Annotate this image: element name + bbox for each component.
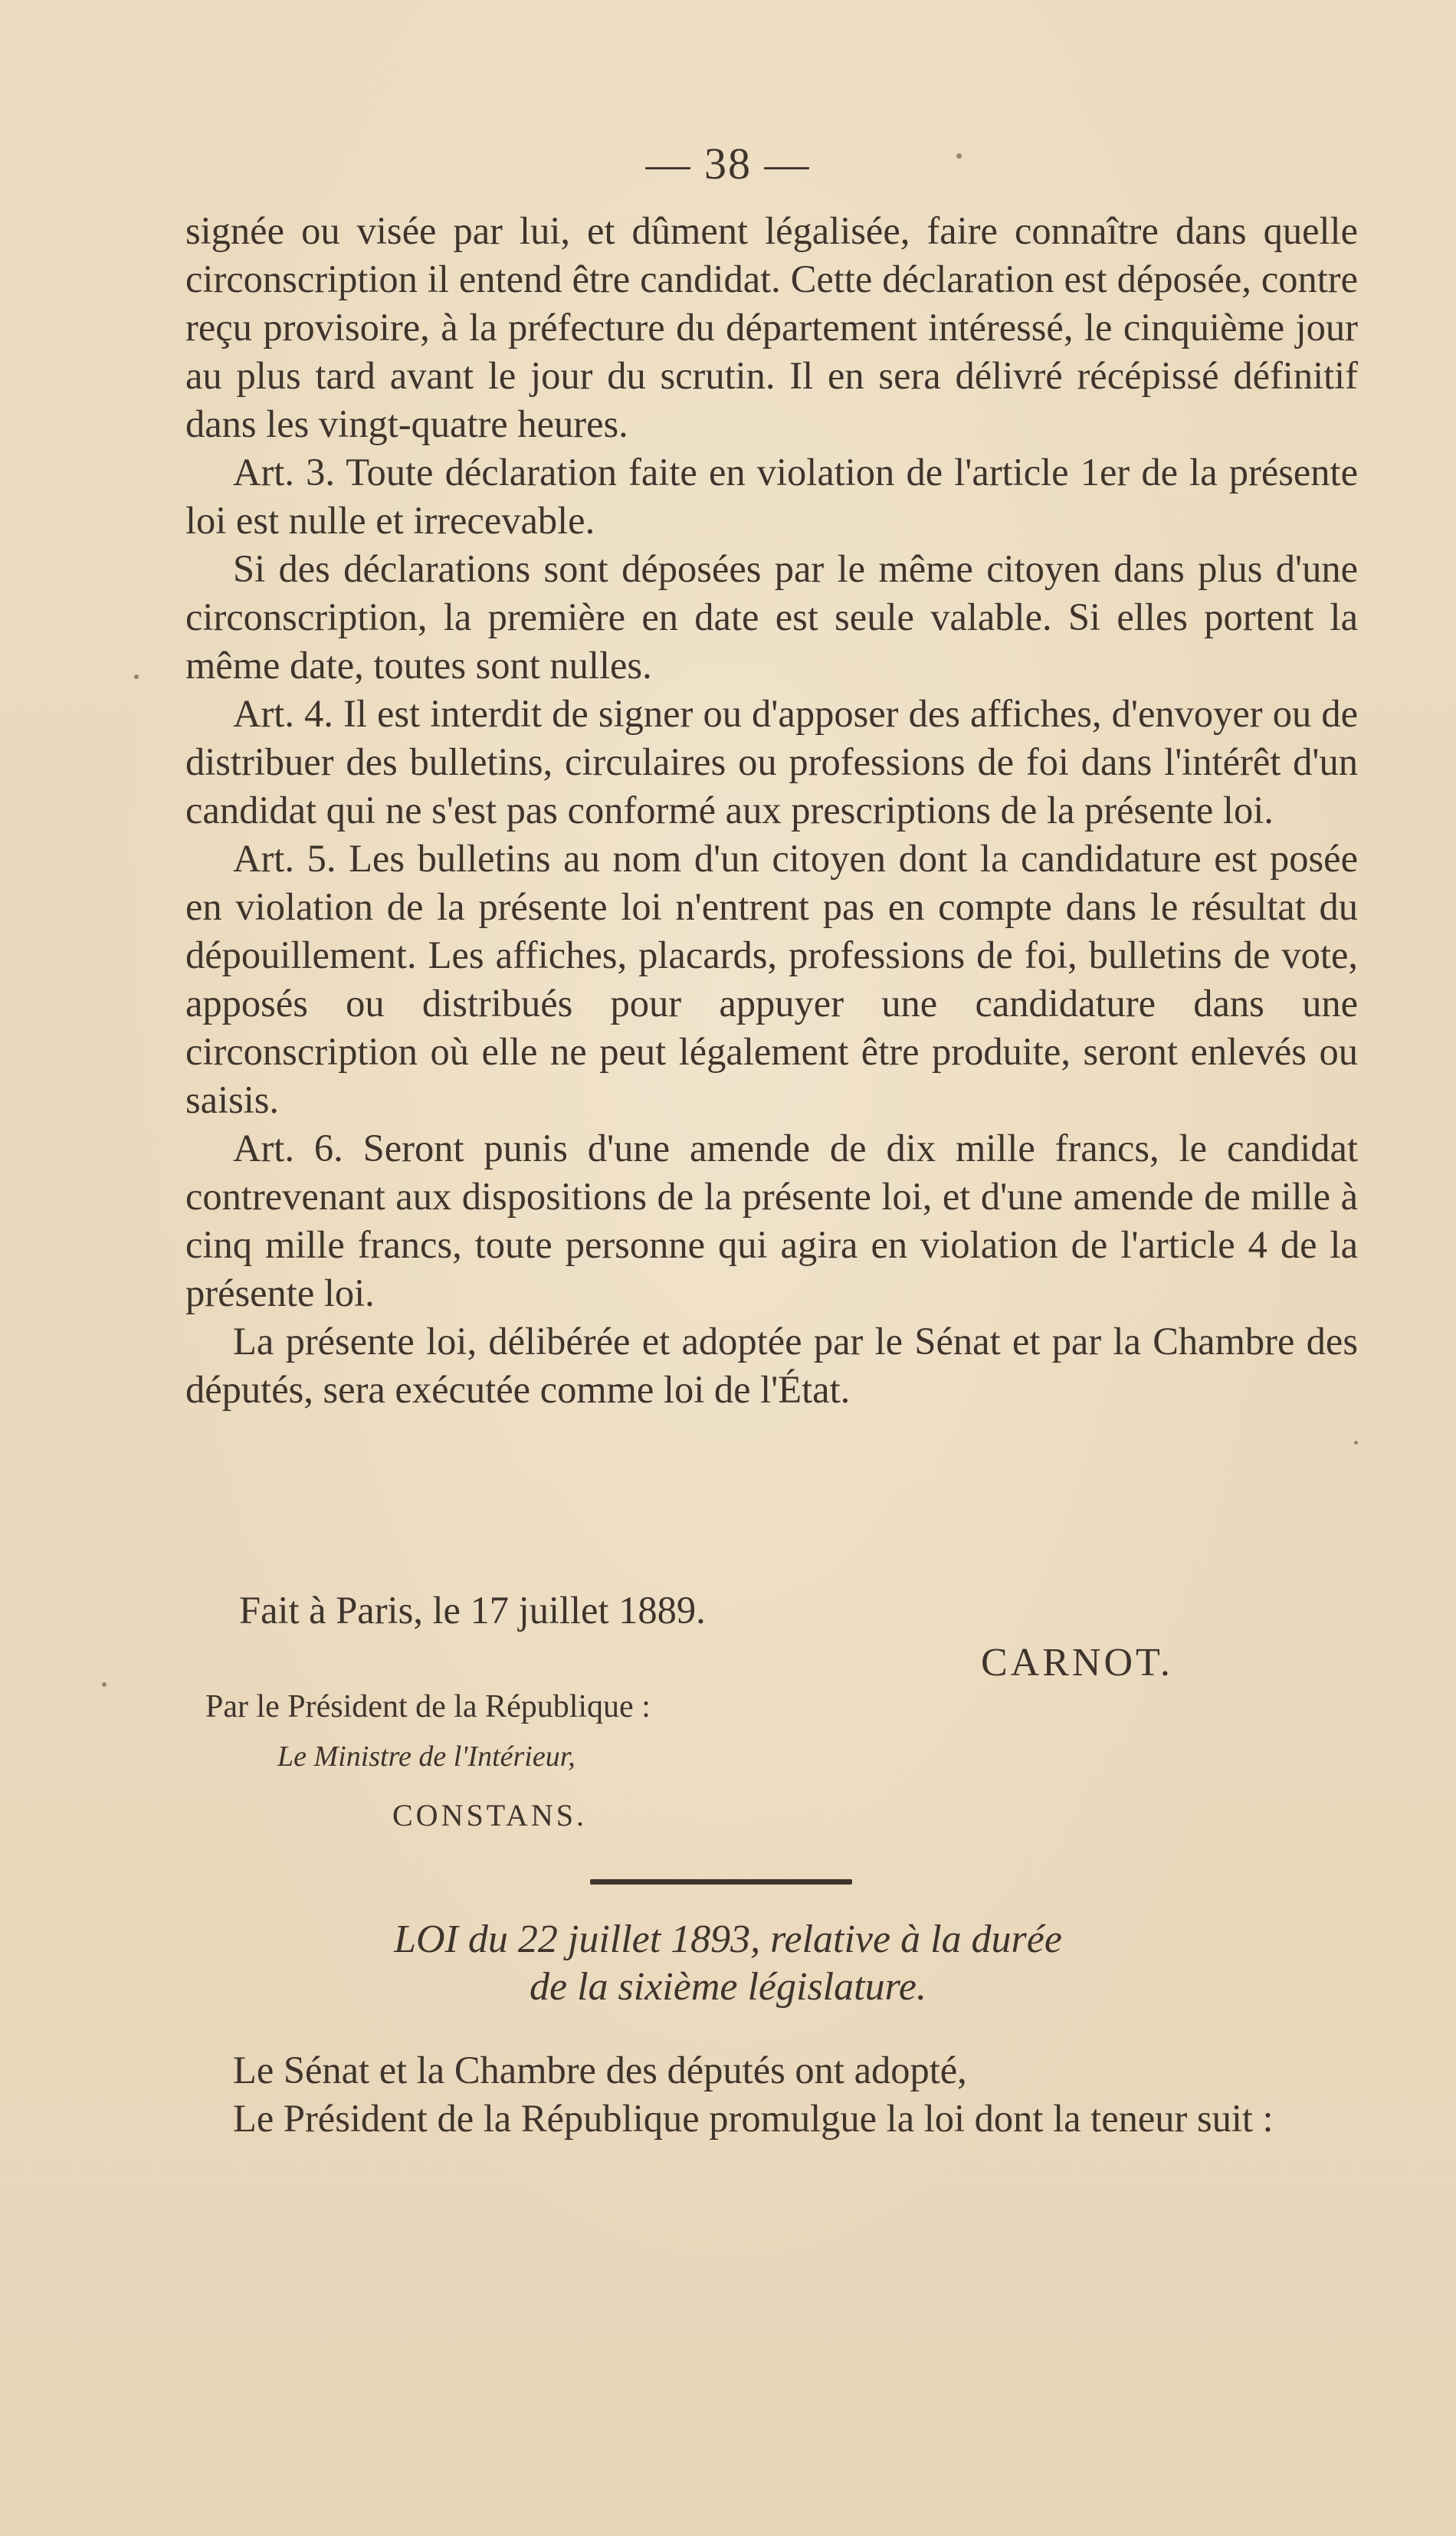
paragraph-article-6: Art. 6. Seront punis d'une amende de dix mille francs, le candidat contrevenant aux dispositions de la présente loi, et d'une amende de mille à cinq mille francs, toute personne qui agira en violation de l'article 4 de la présente loi. [185, 1127, 1358, 1314]
section-separator [590, 1879, 852, 1885]
minister-name: CONSTANS. [392, 1798, 587, 1832]
paragraph-article-5: Art. 5. Les bulletins au nom d'un citoyen dont la candidature est posée en violation de la présente loi n'entrent pas en compte dans le résultat du dépouillement. Les affiches, placards, professions de foi, bulletins de vote, apposés ou distribués pour appuyer une candidature dans une circonscription où elle ne peut légalement être produite, seront enlevés ou saisis. [185, 837, 1358, 1121]
page-number: — 38 — [645, 139, 811, 189]
signature-carnot: CARNOT. [981, 1641, 1173, 1685]
paragraph-continuation: signée ou visée par lui, et dûment légalisée, faire connaître dans quelle circonscription il entend être candidat. Cette déclaration est déposée, contre reçu provisoire, à la préfecture du département intéressé, le cinquième jour au plus tard avant le jour du scrutin. Il en sera délivré récépissé définitif dans les vingt-quatre heures. [185, 209, 1358, 445]
new-law-text [185, 2046, 1358, 2143]
minister-title: Le Ministre de l'Intérieur, [277, 1740, 576, 1773]
paragraph-multiple-declarations: Si des déclarations sont déposées par le même citoyen dans plus d'une circonscription, la première en date est seule valable. Si elles portent la même date, toutes sont nulles. [185, 547, 1358, 687]
ink-speck [134, 674, 139, 679]
president-line: Par le Président de la République : [205, 1689, 651, 1724]
law-text-block [185, 207, 1358, 1414]
ink-speck [1354, 1441, 1358, 1445]
law-title-line-2: de la sixième législature. [530, 1965, 926, 2009]
paragraph-article-4: Art. 4. Il est interdit de signer ou d'apposer des affiches, d'envoyer ou de distribuer des bulletins, circulaires ou professions de foi dans l'intérêt d'un candidat qui ne s'est pas conformé aux prescriptions de la présente loi. [185, 692, 1358, 832]
ink-speck [956, 153, 962, 159]
paragraph-adoption: Le Sénat et la Chambre des députés ont adopté, [233, 2049, 967, 2091]
law-title-line-1: LOI du 22 juillet 1893, relative à la durée [394, 1918, 1062, 1961]
ink-speck [102, 1682, 107, 1687]
paragraph-article-3: Art. 3. Toute déclaration faite en violation de l'article 1er de la présente loi est nulle et irrecevable. [185, 451, 1358, 542]
date-line: Fait à Paris, le 17 juillet 1889. [239, 1589, 706, 1632]
law-title [0, 1916, 1456, 2011]
paragraph-promulgation: Le Président de la République promulgue la loi dont la teneur suit : [233, 2097, 1274, 2140]
paragraph-execution: La présente loi, délibérée et adoptée par le Sénat et par la Chambre des députés, sera exécutée comme loi de l'État. [185, 1320, 1358, 1411]
